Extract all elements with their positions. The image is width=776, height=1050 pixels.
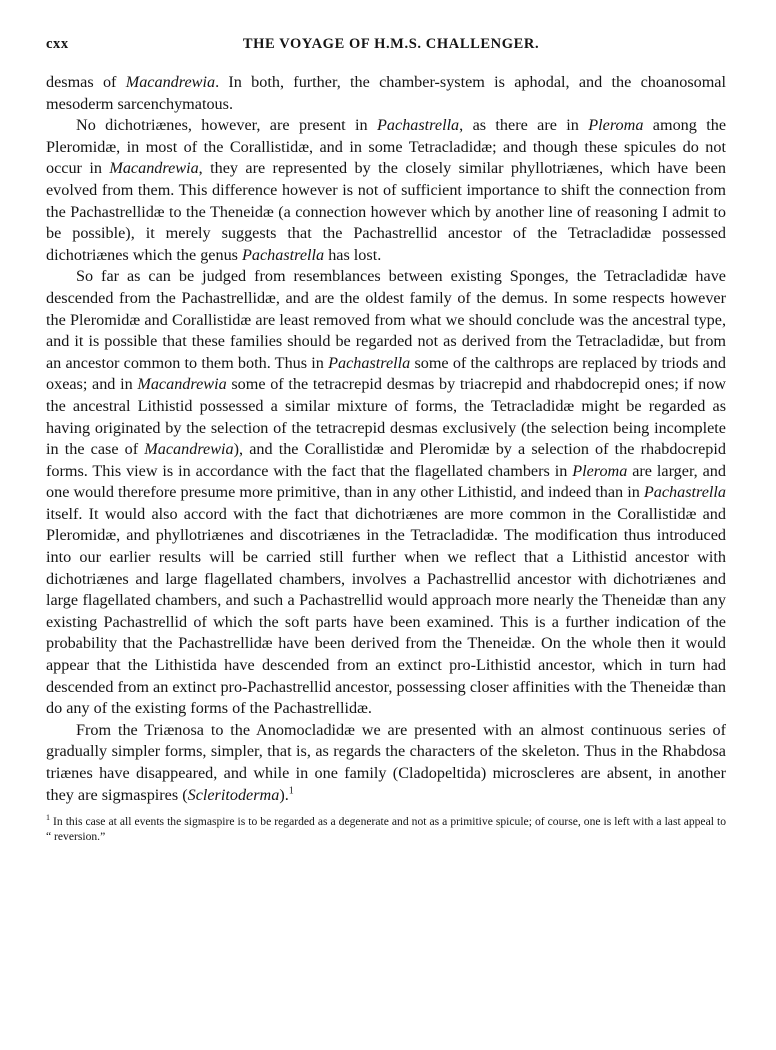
text-run: No dichotriænes, however, are present in xyxy=(76,116,378,135)
italic-term: Macandrewia xyxy=(109,159,199,178)
paragraph xyxy=(46,720,726,806)
text-run: some of the tetracrepid desmas by triacrepid and rhabdocrepid ones; if now the ancestral Lithistid possessed a similar mixture of forms, the Tetracladidæ might be regarded as having originated by the selection of the tetracrepid desmas exclusively (the selection being incomplete in the case of xyxy=(46,375,726,459)
footnote xyxy=(46,810,726,844)
page-header xyxy=(46,36,726,62)
text-run: So far as can be judged from resemblances between existing Sponges, the Tetracladidæ have descended from the Pachastrellidæ, and are the oldest family of the demus. In some respects however the Pleromidæ and Corallistidæ are least removed from what we should conclude was the ancestral type, and it is possible that these families should be regarded not as derived from the Tetracladidæ, but from an ancestor common to them both. Thus in xyxy=(46,267,726,372)
footnote-reference: 1 xyxy=(288,785,294,797)
italic-term: Scleritoderma xyxy=(187,785,280,804)
footnote-mark: 1 xyxy=(46,813,50,823)
text-run: . In both, further, the chamber-system is aphodal, and the choanosomal mesoderm sarcenchymatous. xyxy=(46,73,726,113)
text-run: some of the calthrops are replaced by triods and oxeas; and in xyxy=(46,353,726,394)
text-run: , they are represented by the closely similar phyllotriænes, which have been evolved from them. This difference however is not of sufficient importance to shift the connection from the Pachastrellidæ to the Theneidæ (a connection however which by another line of reasoning I admit to be possible), it merely suggests that the Pachastrellid ancestor of the Tetracladidæ possessed dichotriænes which the genus xyxy=(46,159,726,264)
paragraph xyxy=(46,115,726,266)
italic-term: Macandrewia xyxy=(137,375,227,394)
italic-term: Pachastrella xyxy=(328,353,411,372)
page xyxy=(46,36,726,844)
italic-term: Macandrewia xyxy=(144,440,234,459)
text-run: among the Pleromidæ, in most of the Corallistidæ, and in some Tetracladidæ; and though these spicules do not occur in xyxy=(46,116,727,178)
page-number: cxx xyxy=(46,36,69,52)
text-run: itself. It would also accord with the fact that dichotriænes are more common in the Corallistidæ and Pleromidæ, and phyllotriænes and discotriænes in the Tetracladidæ. The modification thus introduced into our earlier results will be carried still further when we reflect that a Lithistid ancestor with dichotriænes and large flagellated chambers, involves a Pachastrellid ancestor with dichotriænes and large flagellated chambers, and such a Pachastrellid would approach more nearly the Theneidæ than any existing Pachastrellid of which the soft parts have been examined. This is a further indication of the probability that the Pachastrellidæ have been derived from the Theneidæ. On the whole then it would appear that the Lithistida have descended from an extinct pro-Lithistid ancestor, which in turn had descended from an extinct pro-Pachastrellid ancestor, possessing closer affinities with the Theneidæ than do any of the existing forms of the Pachastrellidæ. xyxy=(46,504,726,718)
italic-term: Pachastrella xyxy=(377,116,460,135)
italic-term: Macandrewia xyxy=(125,73,216,91)
italic-term: Pleroma xyxy=(572,461,628,480)
italic-term: Pleroma xyxy=(588,116,644,135)
text-run: ), and the Corallistidæ and Pleromidæ by a selection of the rhabdocrepid forms. This view is in accordance with the fact that the flagellated chambers in xyxy=(46,440,726,480)
italic-term: Pachastrella xyxy=(242,245,325,264)
body-text xyxy=(46,72,726,806)
paragraph xyxy=(46,266,726,719)
running-head: THE VOYAGE OF H.M.S. CHALLENGER. xyxy=(242,36,540,52)
text-run: has lost. xyxy=(324,245,382,264)
text-run: are larger, and one would therefore presume more primitive, than in any other Lithistid, and indeed than in xyxy=(46,461,726,502)
text-run: , as there are in xyxy=(459,116,589,135)
text-run: From the Triænosa to the Anomocladidæ we are presented with an almost continuous series of gradually simpler forms, simpler, that is, as regards the characters of the skeleton. Thus in the Rhabdosa triænes have disappeared, and while in one family (Cladopeltida) microscleres are absent, in another they are sigmaspires ( xyxy=(46,720,726,804)
text-run: ). xyxy=(279,785,289,804)
footnote-text: In this case at all events the sigmaspire is to be regarded as a degenerate and not as a primitive spicule; of course, one is left with a last appeal to “ reversion.” xyxy=(46,815,726,844)
text-run: desmas of xyxy=(46,73,126,91)
italic-term: Pachastrella xyxy=(643,483,726,502)
paragraph xyxy=(46,72,726,115)
